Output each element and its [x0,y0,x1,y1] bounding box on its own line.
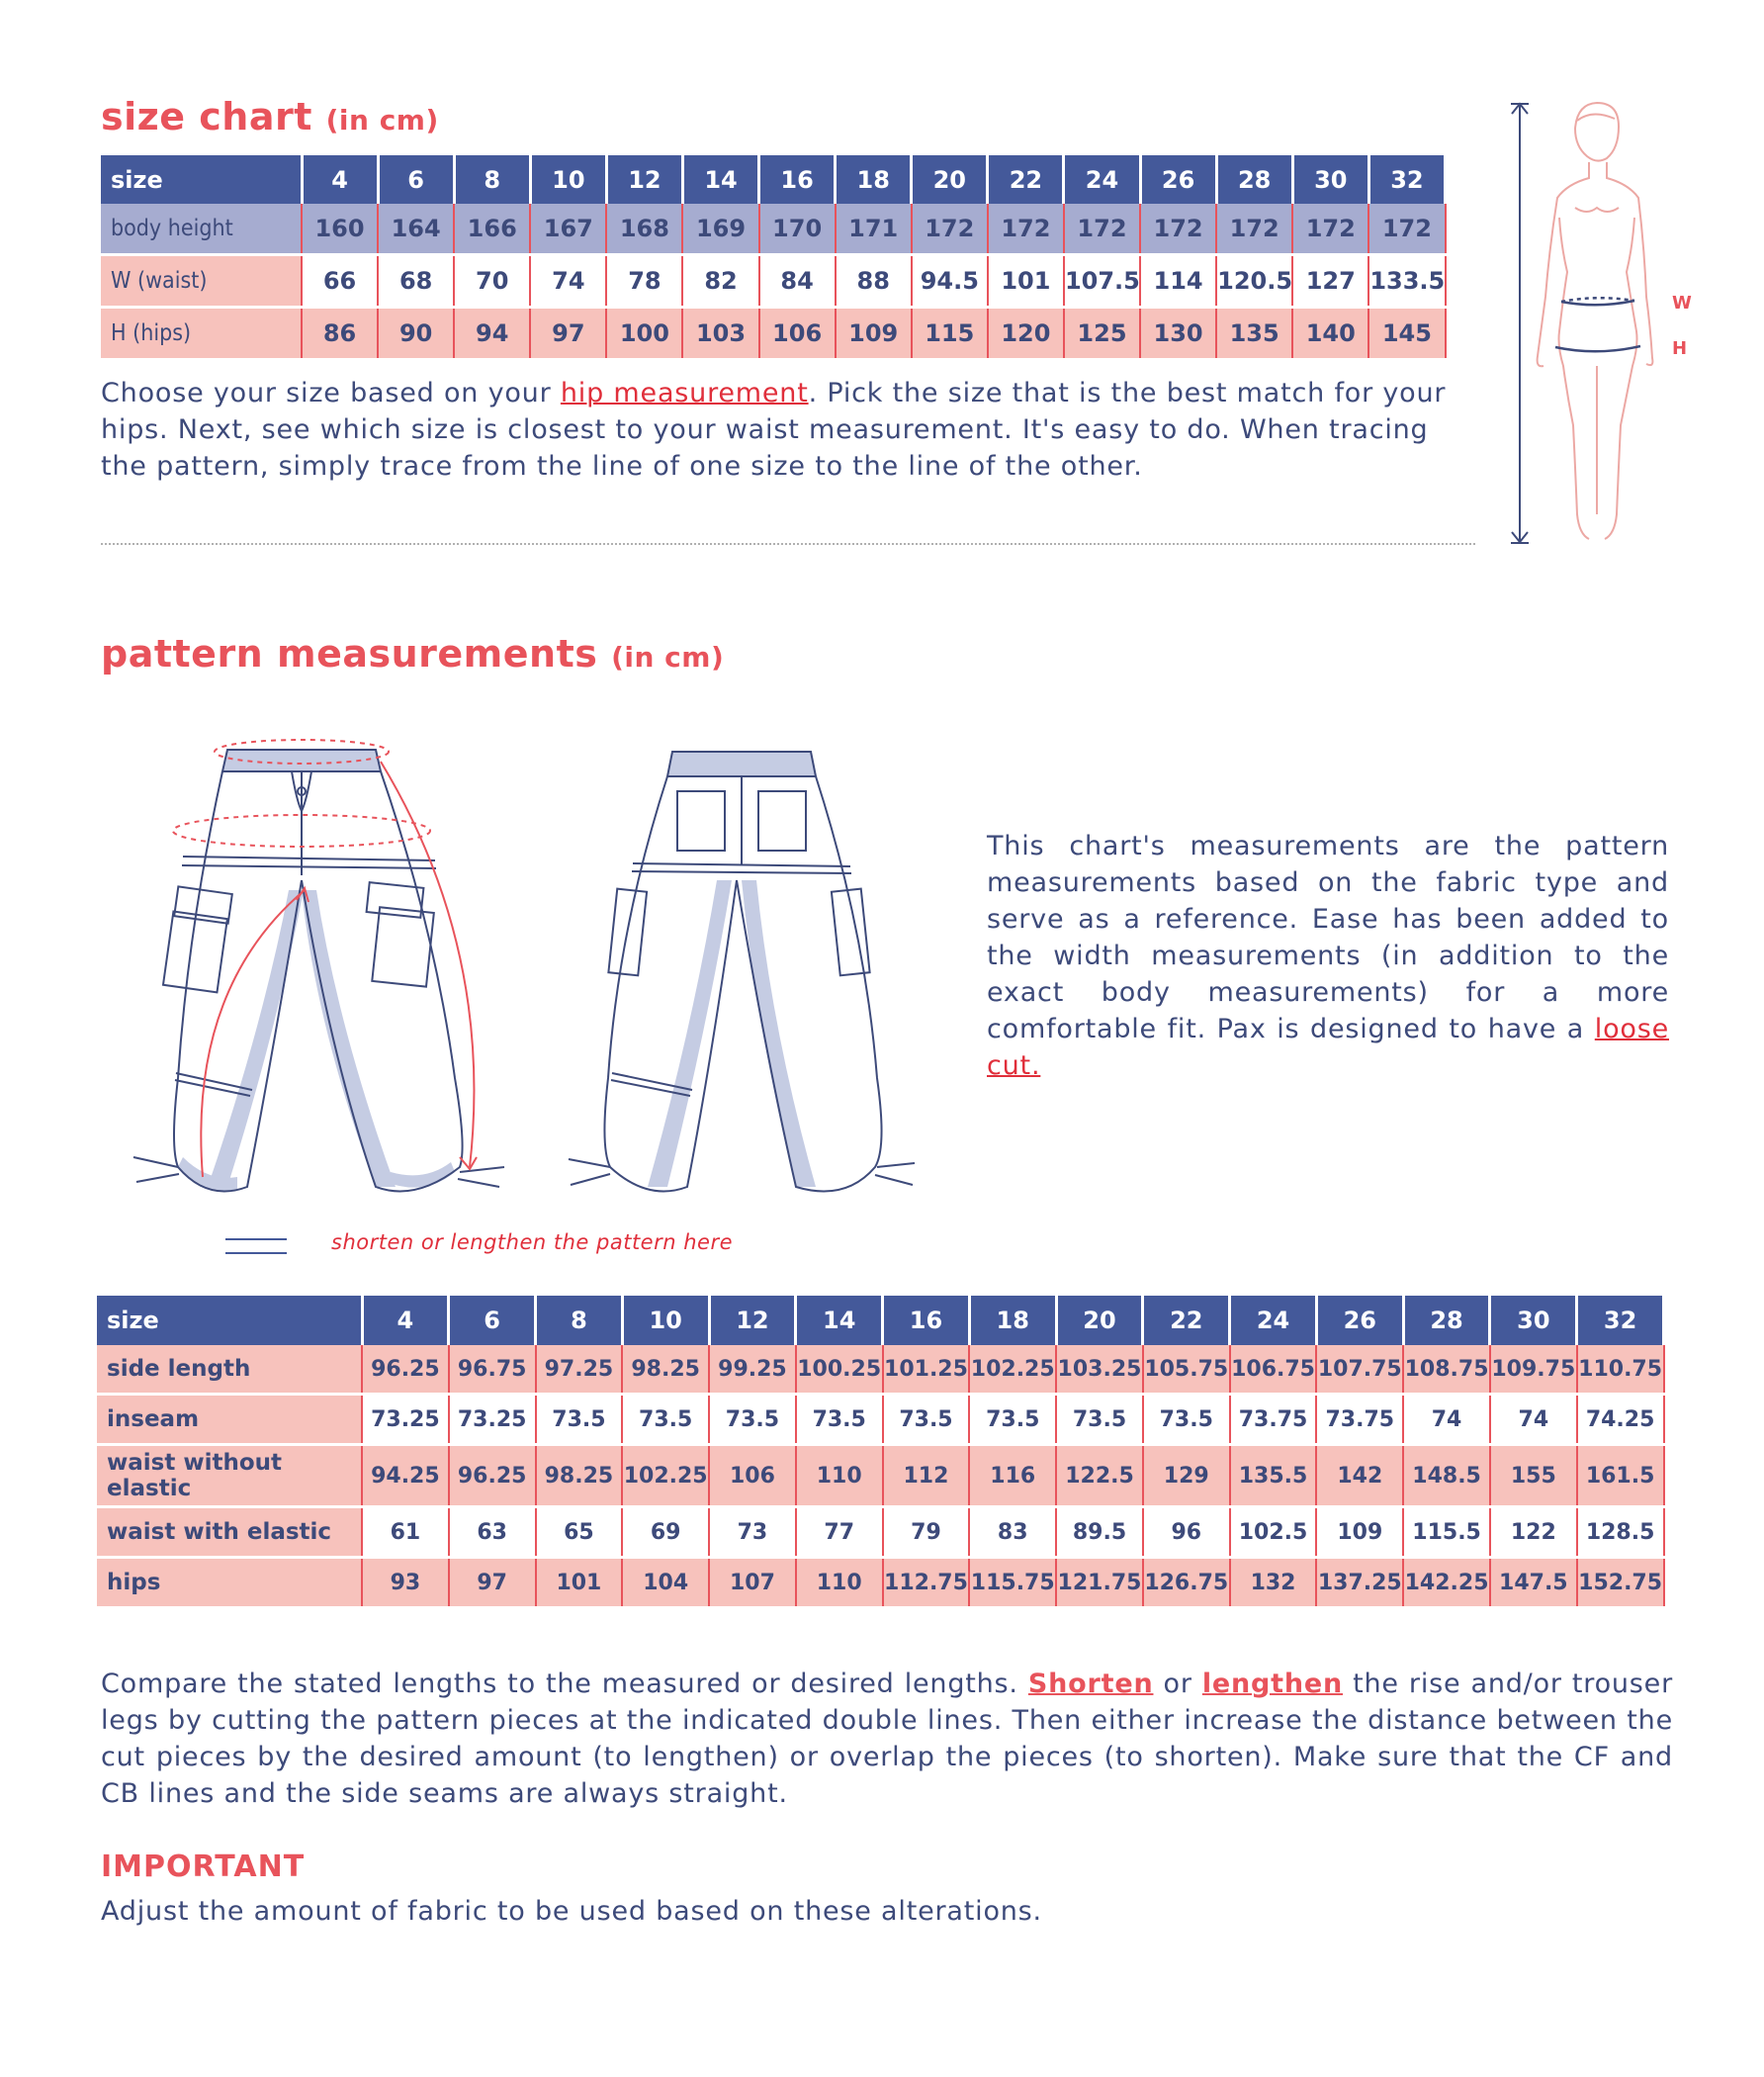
size-chart-size-header: 30 [1292,155,1368,204]
pattern-cell: 106 [709,1445,796,1507]
pattern-cell: 132 [1230,1558,1317,1608]
size-chart-row [101,204,1446,255]
pattern-cell: 102.25 [622,1445,709,1507]
size-chart-row-label: body height [101,204,302,255]
size-chart-cell: 74 [530,255,606,308]
pattern-row-label: waist without elastic [97,1445,362,1507]
pattern-cell: 79 [883,1507,970,1558]
pattern-cell: 122 [1490,1507,1577,1558]
pattern-cell: 74 [1490,1395,1577,1445]
size-chart-size-header: 12 [606,155,682,204]
pattern-cell: 104 [622,1558,709,1608]
pattern-cell: 74.25 [1577,1395,1664,1445]
pattern-cell: 147.5 [1490,1558,1577,1608]
height-arrow-icon [1511,104,1529,543]
pattern-row [97,1558,1664,1608]
pattern-cell: 96.25 [362,1345,449,1395]
pattern-cell: 115.75 [969,1558,1056,1608]
pattern-row [97,1395,1664,1445]
pattern-size-header: 32 [1577,1296,1664,1345]
pattern-cell: 112 [883,1445,970,1507]
alterations-paragraph [101,1666,1673,1812]
size-chart-cell: 169 [682,204,758,255]
pattern-cell: 152.75 [1577,1558,1664,1608]
size-chart-cell: 106 [759,308,836,359]
pattern-title-unit: (in cm) [611,641,725,674]
loose-cut-link[interactable]: loose cut [987,1014,1669,1081]
pattern-cell: 73 [709,1507,796,1558]
size-chart-cell: 84 [759,255,836,308]
size-chart-cell: 114 [1140,255,1216,308]
pattern-cell: 73.75 [1316,1395,1403,1445]
pattern-cell: 73.5 [969,1395,1056,1445]
pattern-size-header: 10 [622,1296,709,1345]
size-chart-size-header: 32 [1368,155,1445,204]
size-chart-cell: 172 [1368,204,1445,255]
pattern-cell: 135.5 [1230,1445,1317,1507]
pattern-measurements-table [97,1296,1665,1609]
size-chart-cell: 164 [378,204,454,255]
pattern-description [987,828,1669,1084]
pattern-cell: 101 [536,1558,623,1608]
pattern-cell: 116 [969,1445,1056,1507]
size-chart-cell: 172 [988,204,1064,255]
size-chart-cell: 166 [454,204,530,255]
legend-text: shorten or lengthen the pattern here [331,1230,733,1254]
size-chart-cell: 70 [454,255,530,308]
important-heading: IMPORTANT [101,1850,306,1884]
size-chart-size-header: 22 [988,155,1064,204]
pattern-cell: 73.5 [622,1395,709,1445]
size-chart-cell: 68 [378,255,454,308]
size-chart-size-header: 4 [302,155,378,204]
alter-text-1: Compare the stated lengths to the measured or desired lengths. [101,1669,1028,1699]
pattern-cell: 142.25 [1403,1558,1490,1608]
size-chart-size-header: 16 [759,155,836,204]
pattern-cell: 109 [1316,1507,1403,1558]
size-chart-cell: 171 [836,204,912,255]
size-chart-header-label: size [101,155,302,204]
pattern-cell: 96 [1143,1507,1230,1558]
alter-or: or [1153,1669,1202,1699]
para-text-1: Choose your size based on your [101,378,561,408]
pattern-size-header: 18 [969,1296,1056,1345]
size-chart-size-header: 18 [836,155,912,204]
size-chart-cell: 130 [1140,308,1216,359]
size-chart-title-text: size chart [101,95,312,138]
pattern-cell: 112.75 [883,1558,970,1608]
pattern-cell: 110 [796,1558,883,1608]
pattern-cell: 99.25 [709,1345,796,1395]
size-chart-cell: 82 [682,255,758,308]
size-chart-cell: 167 [530,204,606,255]
size-chart-cell: 168 [606,204,682,255]
size-chart-cell: 107.5 [1064,255,1140,308]
size-chart-size-header: 8 [454,155,530,204]
size-chart-size-header: 20 [912,155,988,204]
pattern-cell: 142 [1316,1445,1403,1507]
pattern-cell: 115.5 [1403,1507,1490,1558]
pattern-size-header: 6 [449,1296,536,1345]
pants-front-illustration [79,732,534,1207]
pattern-cell: 93 [362,1558,449,1608]
pattern-size-header: 26 [1316,1296,1403,1345]
pattern-cell: 129 [1143,1445,1230,1507]
pattern-row [97,1345,1664,1395]
pattern-size-header: 8 [536,1296,623,1345]
size-chart-cell: 172 [1292,204,1368,255]
size-chart-cell: 78 [606,255,682,308]
important-text: Adjust the amount of fabric to be used based on these alterations. [101,1896,1042,1927]
pattern-size-header: 12 [709,1296,796,1345]
pattern-cell: 73.5 [1056,1395,1143,1445]
size-chart-cell: 172 [1064,204,1140,255]
pattern-size-header: 4 [362,1296,449,1345]
pattern-row [97,1445,1664,1507]
pattern-cell: 73.25 [449,1395,536,1445]
size-chart-size-header: 26 [1140,155,1216,204]
pattern-cell: 97 [449,1558,536,1608]
size-chart-cell: 133.5 [1368,255,1445,308]
size-chart-title-unit: (in cm) [325,104,439,136]
pattern-cell: 73.5 [1143,1395,1230,1445]
size-chart-cell: 66 [302,255,378,308]
pattern-cell: 100.25 [796,1345,883,1395]
pattern-cell: 96.25 [449,1445,536,1507]
size-chart-row [101,255,1446,308]
size-chart-cell: 172 [1140,204,1216,255]
pattern-cell: 105.75 [1143,1345,1230,1395]
size-chart-cell: 101 [988,255,1064,308]
pattern-cell: 69 [622,1507,709,1558]
waist-hip-lines-icon [1555,298,1640,351]
pattern-cell: 107.75 [1316,1345,1403,1395]
size-chart-size-header: 28 [1216,155,1292,204]
size-chart-cell: 170 [759,204,836,255]
pattern-cell: 77 [796,1507,883,1558]
size-chart-cell: 127 [1292,255,1368,308]
pattern-size-header: 22 [1143,1296,1230,1345]
size-chart-cell: 97 [530,308,606,359]
size-chart-size-header: 10 [530,155,606,204]
para-text-2: . Pick the size that is the best match for your hips. Next, see which size is closest to your waist measurement. It's easy to do. When tracing the pattern, simply trace from the line of one size to the line of the other. [101,378,1447,482]
pattern-cell: 89.5 [1056,1507,1143,1558]
pattern-size-header: 20 [1056,1296,1143,1345]
size-chart-cell: 135 [1216,308,1292,359]
pattern-cell: 96.75 [449,1345,536,1395]
size-chart-cell: 103 [682,308,758,359]
pants-back-illustration [519,732,974,1207]
female-figure-icon [1538,103,1653,539]
pattern-cell: 98.25 [536,1445,623,1507]
pattern-cell: 122.5 [1056,1445,1143,1507]
pattern-cell: 73.75 [1230,1395,1317,1445]
pattern-cell: 73.5 [883,1395,970,1445]
pattern-cell: 106.75 [1230,1345,1317,1395]
pattern-cell: 126.75 [1143,1558,1230,1608]
size-chart-cell: 94.5 [912,255,988,308]
pattern-cell: 148.5 [1403,1445,1490,1507]
pattern-cell: 102.5 [1230,1507,1317,1558]
pattern-cell: 65 [536,1507,623,1558]
pattern-row-label: side length [97,1345,362,1395]
pattern-size-header: 28 [1403,1296,1490,1345]
pattern-cell: 110.75 [1577,1345,1664,1395]
pattern-cell: 107 [709,1558,796,1608]
size-chart-table [101,155,1447,358]
size-chart-cell: 160 [302,204,378,255]
pattern-cell: 74 [1403,1395,1490,1445]
pattern-cell: 73.5 [709,1395,796,1445]
size-chart-cell: 88 [836,255,912,308]
size-chart-cell: 120.5 [1216,255,1292,308]
body-measurement-figure [1498,99,1696,549]
size-chart-header-row [101,155,1446,204]
pattern-cell: 98.25 [622,1345,709,1395]
alter-text-2: the rise and/or trouser legs by cutting the pattern pieces at the indicated double lines. Then either increase the distance between the cut pieces by the desired amount (to lengthen) or overlap the pieces (to shorten). Make sure that the CF and CB lines and the side seams are always straight. [101,1669,1673,1809]
double-line-icon [225,1238,287,1254]
size-chart-size-header: 14 [682,155,758,204]
pattern-row [97,1507,1664,1558]
lengthen-link[interactable]: lengthen [1201,1669,1344,1699]
section-divider [101,543,1475,545]
pattern-cell: 83 [969,1507,1056,1558]
size-chart-cell: 90 [378,308,454,359]
size-chart-size-header: 24 [1064,155,1140,204]
pattern-cell: 101.25 [883,1345,970,1395]
size-chart-row-label: H (hips) [101,308,302,359]
desc-text-2: . [1030,1050,1041,1081]
pattern-header-row [97,1296,1664,1345]
pattern-cell: 94.25 [362,1445,449,1507]
size-chart-cell: 172 [912,204,988,255]
hip-measurement-link[interactable]: hip measurement [560,378,809,408]
pattern-cell: 73.5 [536,1395,623,1445]
size-chart-cell: 94 [454,308,530,359]
size-chart-cell: 109 [836,308,912,359]
size-chart-row-label: W (waist) [101,255,302,308]
pattern-header-label: size [97,1296,362,1345]
waist-label: W [1672,293,1692,314]
pattern-cell: 63 [449,1507,536,1558]
size-chart-cell: 125 [1064,308,1140,359]
size-chart-cell: 140 [1292,308,1368,359]
size-chart-cell: 100 [606,308,682,359]
desc-text-1: This chart's measurements are the pattern measurements based on the fabric type and serve as a reference. Ease has been added to the width measurements (in addition to the exact body measurements) for a more comfortable fit. Pax is designed to have a [987,831,1669,1044]
pattern-cell: 109.75 [1490,1345,1577,1395]
pattern-cell: 128.5 [1577,1507,1664,1558]
pattern-cell: 121.75 [1056,1558,1143,1608]
pattern-cell: 103.25 [1056,1345,1143,1395]
pattern-cell: 102.25 [969,1345,1056,1395]
pattern-row-label: hips [97,1558,362,1608]
size-chart-cell: 120 [988,308,1064,359]
pattern-measurements-title [101,632,724,676]
pattern-size-header: 16 [883,1296,970,1345]
pattern-cell: 137.25 [1316,1558,1403,1608]
shorten-link[interactable]: Shorten [1027,1669,1154,1699]
size-chart-row [101,308,1446,359]
pattern-cell: 110 [796,1445,883,1507]
pattern-row-label: waist with elastic [97,1507,362,1558]
size-chart-cell: 172 [1216,204,1292,255]
pattern-cell: 155 [1490,1445,1577,1507]
pattern-cell: 97.25 [536,1345,623,1395]
size-chart-cell: 115 [912,308,988,359]
pattern-size-header: 14 [796,1296,883,1345]
pattern-cell: 73.25 [362,1395,449,1445]
size-chart-cell: 86 [302,308,378,359]
pattern-cell: 73.5 [796,1395,883,1445]
pattern-cell: 108.75 [1403,1345,1490,1395]
pattern-cell: 161.5 [1577,1445,1664,1507]
pattern-row-label: inseam [97,1395,362,1445]
size-chart-cell: 145 [1368,308,1445,359]
pattern-size-header: 30 [1490,1296,1577,1345]
pattern-title-text: pattern measurements [101,632,598,676]
size-chart-title [101,95,439,138]
pattern-cell: 61 [362,1507,449,1558]
size-chart-size-header: 6 [378,155,454,204]
size-chart-paragraph [101,375,1455,485]
hips-label: H [1672,338,1688,359]
pattern-size-header: 24 [1230,1296,1317,1345]
